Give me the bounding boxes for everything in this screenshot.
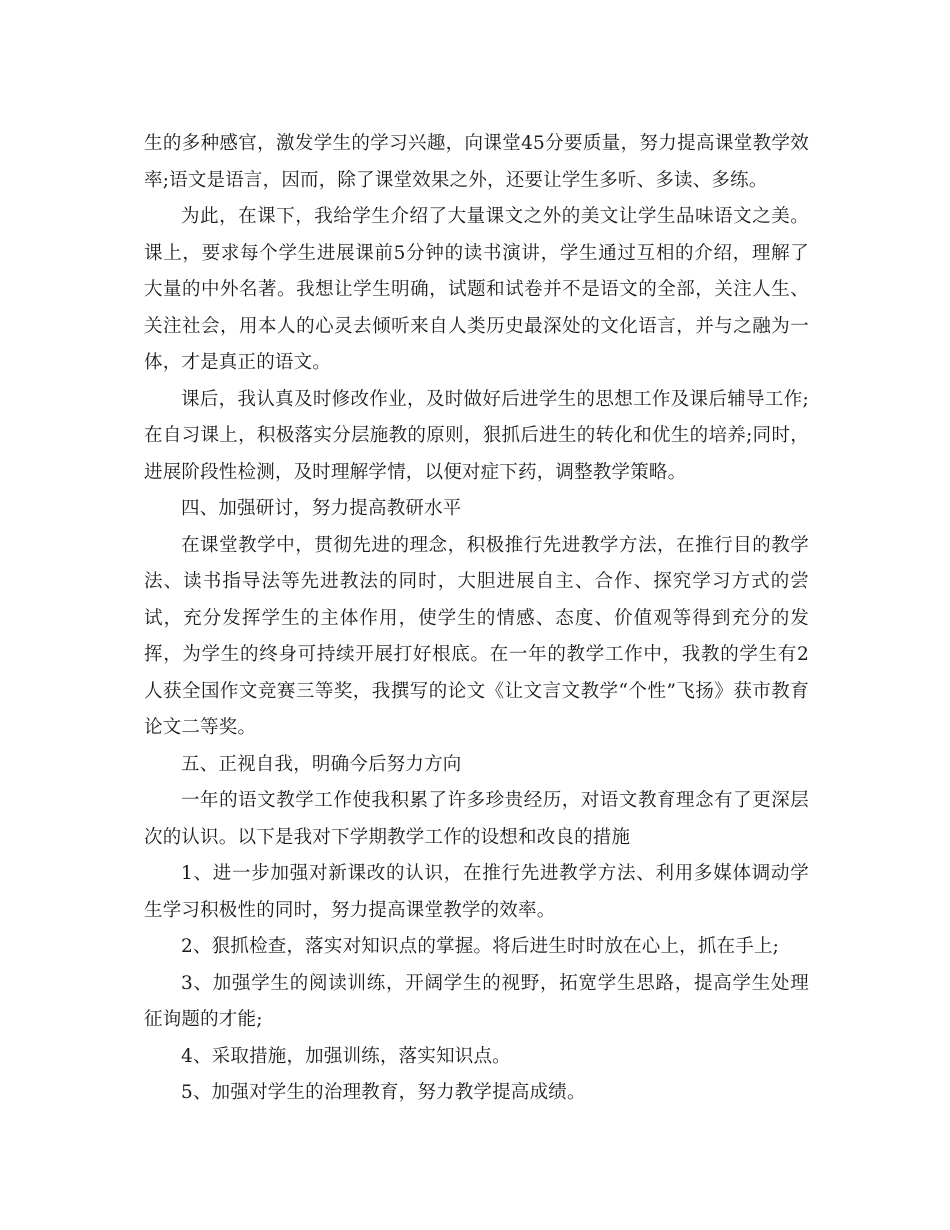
document-body <box>144 126 809 1112</box>
section-heading: 四、加强研讨，努力提高教研水平 <box>181 498 462 519</box>
list-item: 2、狠抓检查，落实对知识点的掌握。将后进生时时放在心上，抓在手上; <box>181 936 780 957</box>
list-item: 5、加强对学生的治理教育，努力教学提高成绩。 <box>181 1082 586 1103</box>
list-item: 1、进一步加强对新课改的认识，在推行先进教学方法、利用多媒体调动学生学习积极性的同时，努力提高课堂教学的效率。 <box>144 863 809 921</box>
paragraph: 一年的语文教学工作使我积累了许多珍贵经历，对语文教育理念有了更深层次的认识。以下是我对下学期教学工作的设想和改良的措施 <box>144 790 809 848</box>
paragraph: 课后，我认真及时修改作业，及时做好后进学生的思想工作及课后辅导工作;在自习课上，积极落实分层施教的原则，狠抓后进生的转化和优生的培养;同时，进展阶段性检测，及时理解学情，以便对症下药，调整教学策略。 <box>144 388 809 483</box>
list-item: 4、采取措施，加强训练，落实知识点。 <box>181 1045 511 1067</box>
paragraph: 生的多种感官，激发学生的学习兴趣，向课堂45分要质量，努力提高课堂教学效率;语文是语言，因而，除了课堂效果之外，还要让学生多听、多读、多练。 <box>144 133 809 191</box>
paragraph: 为此，在课下，我给学生介绍了大量课文之外的美文让学生品味语文之美。课上，要求每个学生进展课前5分钟的读书演讲，学生通过互相的介绍，理解了大量的中外名著。我想让学生明确，试题和试卷并不是语文的全部，关注人生、关注社会，用本人的心灵去倾听来自人类历史最深处的文化语言，并与之融为一体，才是真正的语文。 <box>144 206 809 373</box>
paragraph: 在课堂教学中，贯彻先进的理念，积极推行先进教学方法，在推行目的教学法、读书指导法等先进教法的同时，大胆进展自主、合作、探究学习方式的尝试，充分发挥学生的主体作用，使学生的情感、态度、价值观等得到充分的发挥，为学生的终身可持续开展打好根底。在一年的教学工作中，我教的学生有2人获全国作文竞赛三等奖，我撰写的论文《让文言文教学“个性”飞扬》获市教育论文二等奖。 <box>144 534 809 738</box>
list-item: 3、加强学生的阅读训练，开阔学生的视野，拓宽学生思路，提高学生处理征询题的才能; <box>144 972 809 1030</box>
section-heading: 五、正视自我，明确今后努力方向 <box>181 753 462 775</box>
